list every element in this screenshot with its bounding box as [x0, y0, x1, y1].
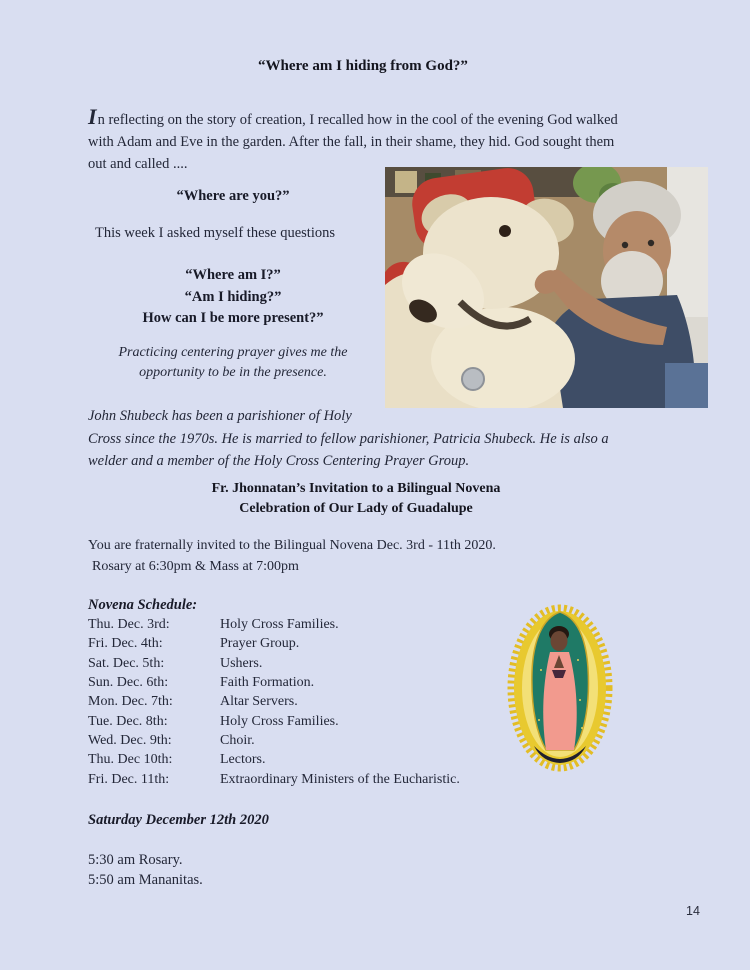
schedule-activity: Holy Cross Families.: [220, 617, 339, 632]
question-1: “Where am I?”: [185, 267, 281, 283]
event-mananitas: 5:50 am Mananitas.: [88, 872, 203, 888]
practice-line-1: Practicing centering prayer gives me the: [118, 345, 348, 360]
novena-heading-line-1: Fr. Jhonnatan’s Invitation to a Bilingual Novena: [211, 481, 501, 496]
schedule-activity: Lectors.: [220, 752, 266, 768]
schedule-day: Thu. Dec 10th:: [88, 752, 173, 768]
practice-note: [88, 343, 378, 383]
invitation-line-2: Rosary at 6:30pm & Mass at 7:00pm: [92, 558, 299, 574]
questions-block: [88, 265, 378, 330]
schedule-day: Tue. Dec. 8th:: [88, 713, 168, 729]
schedule-activity: Altar Servers.: [220, 694, 298, 710]
saturday-heading: Saturday December 12th 2020: [88, 812, 269, 828]
novena-heading: [0, 479, 712, 518]
question-2: “Am I hiding?”: [184, 288, 282, 305]
saturday-events: [88, 850, 203, 890]
intro-paragraph: [88, 106, 618, 175]
photo-dog-eye: [499, 225, 511, 237]
practice-line-2: opportunity to be in the presence.: [139, 365, 327, 380]
bio-paragraph: [88, 405, 609, 473]
schedule-day: Thu. Dec. 3rd:: [88, 617, 170, 632]
intro-line-2: with Adam and Eve in the garden. After the fall, in their shame, they hid. God sought them: [88, 134, 615, 150]
john-shubeck-dog-photo: [385, 167, 708, 408]
reflection-line: This week I asked myself these questions: [94, 225, 335, 241]
schedule-day: Fri. Dec. 11th:: [88, 771, 170, 787]
schedule-day: Wed. Dec. 9th:: [88, 733, 172, 749]
intro-line-1: [88, 106, 618, 131]
intro-line-3: out and called ....: [88, 156, 188, 172]
our-lady-of-guadalupe-illustration: [506, 600, 614, 778]
novena-schedule-table: [88, 615, 460, 789]
page-number: 14: [686, 904, 700, 918]
schedule-day: Fri. Dec. 4th:: [88, 636, 163, 652]
invitation-text: [88, 536, 496, 577]
bio-line-2: Cross since the 1970s. He is married to fellow parishioner, Patricia Shubeck. He is also a: [88, 430, 609, 447]
bio-line-1: John Shubeck has been a parishioner of Holy: [88, 408, 352, 424]
schedule-day: Sun. Dec. 6th:: [88, 675, 169, 691]
photo-dog-tag: [462, 368, 484, 390]
schedule-activity: Faith Formation.: [220, 675, 315, 691]
schedule-activity: Extraordinary Ministers of the Eucharistic.: [220, 771, 460, 787]
schedule-day: Sat. Dec. 5th:: [88, 655, 165, 671]
drop-cap: I: [88, 104, 98, 129]
bio-line-3: welder and a member of the Holy Cross Centering Prayer Group.: [88, 453, 470, 469]
quote-where-are-you: “Where are you?”: [176, 188, 290, 204]
invitation-line-1: You are fraternally invited to the Bilingual Novena Dec. 3rd - 11th 2020.: [88, 538, 496, 553]
guadalupe-face: [551, 631, 568, 651]
schedule-activity: Ushers.: [220, 655, 263, 671]
question-3: How can I be more present?”: [142, 310, 324, 326]
schedule-activity: Choir.: [220, 733, 255, 749]
novena-heading-line-2: Celebration of Our Lady of Guadalupe: [239, 500, 473, 516]
intro-line-1-text: n reflecting on the story of creation, I recalled how in the cool of the evening God walked: [97, 112, 618, 128]
schedule-day: Mon. Dec. 7th:: [88, 694, 173, 710]
schedule-title: Novena Schedule:: [88, 597, 198, 613]
event-rosary: 5:30 am Rosary.: [88, 852, 183, 868]
photo-man-sleeve: [665, 363, 708, 408]
page-title: “Where am I hiding from God?”: [258, 58, 468, 74]
schedule-activity: Holy Cross Families.: [220, 713, 339, 729]
schedule-activity: Prayer Group.: [220, 636, 300, 652]
